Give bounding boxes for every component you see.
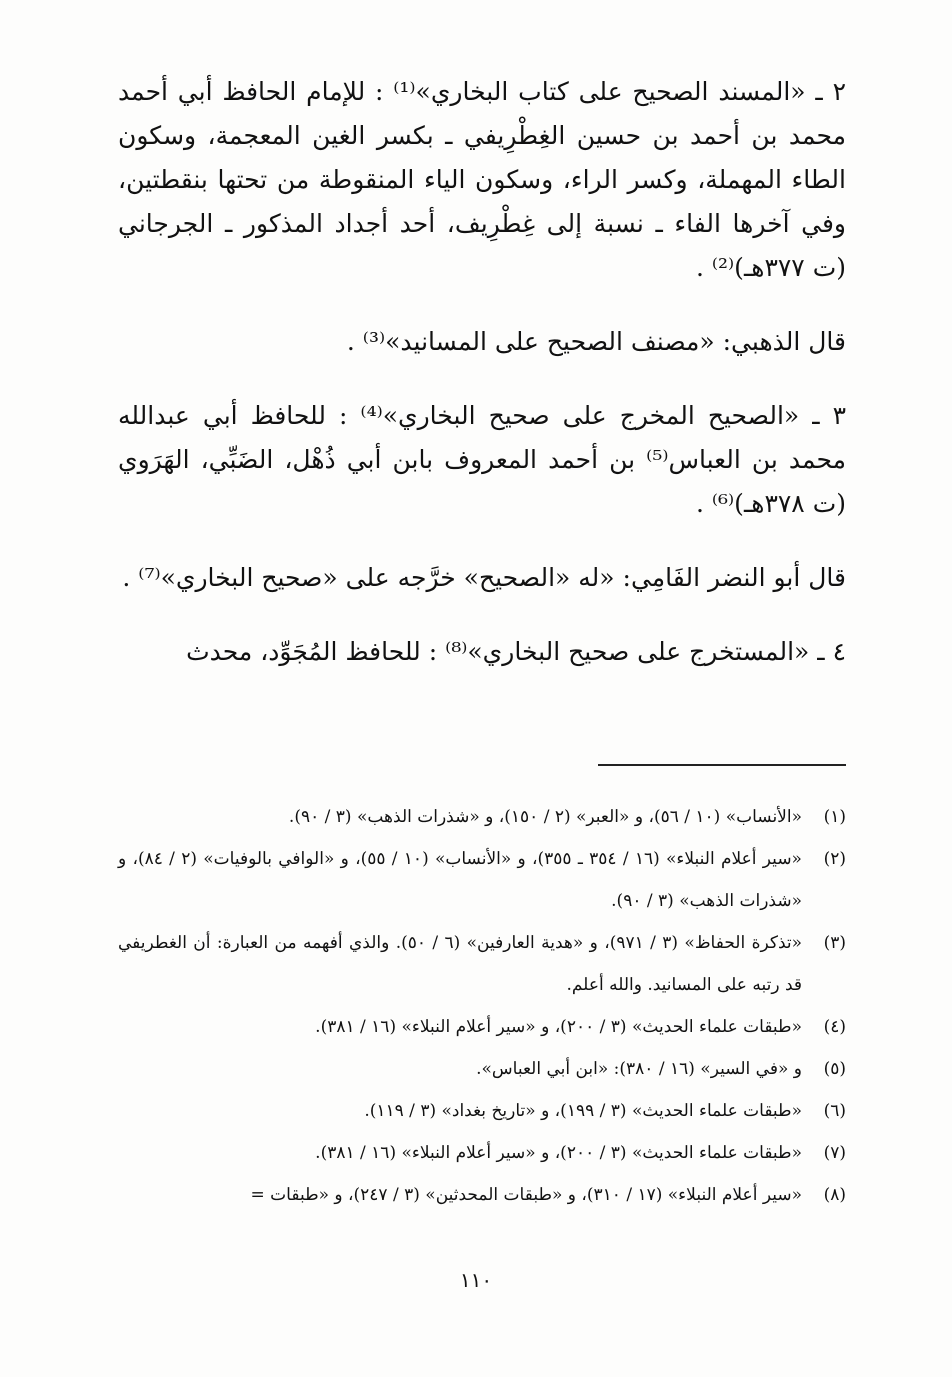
footnote-5 <box>118 1048 846 1090</box>
footnote-3 <box>118 922 846 1006</box>
footnote-1 <box>118 796 846 838</box>
footnote-4 <box>118 1006 846 1048</box>
footnote-text: «طبقات علماء الحديث» (٣ / ٢٠٠)، و «سير أعلام النبلاء» (١٦ / ٣٨١). <box>315 1143 802 1163</box>
paragraph-3: ٣ ـ «الصحيح المخرج على صحيح البخاري»⁽⁴⁾ : للحافظ أبي عبدالله محمد بن العباس⁽⁵⁾ بن أحمد المعروف بابن أبي ذُهْل، الضَبِّي، الهَرَوي (ت ٣٧٨هـ)⁽⁶⁾ . <box>118 401 847 518</box>
footnote-text: و «في السير» (١٦ / ٣٨٠): «ابن أبي العباس». <box>476 1059 802 1079</box>
footnote-8 <box>118 1174 846 1216</box>
footnote-text: «سير أعلام النبلاء» (١٦ / ٣٥٤ ـ ٣٥٥)، و «الأنساب» (١٠ / ٥٥)، و «الوافي بالوفيات» (٢ / ٨٤)، و «شذرات الذهب» (٣ / ٩٠). <box>118 849 802 911</box>
footnote-number: (٦) <box>823 1101 846 1121</box>
footnote-number: (٣) <box>823 933 846 953</box>
footnote-separator <box>598 764 846 766</box>
footnote-number: (٤) <box>823 1017 846 1037</box>
footnote-number: (١) <box>823 807 846 827</box>
footnote-number: (٢) <box>823 849 846 869</box>
footnote-text: «سير أعلام النبلاء» (١٧ / ٣١٠)، و «طبقات المحدثين» (٣ / ٢٤٧)، و «طبقات = <box>250 1185 802 1205</box>
footnotes <box>118 796 846 1216</box>
footnote-text: «تذكرة الحفاظ» (٣ / ٩٧١)، و «هدية العارفين» (٦ / ٥٠). والذي أفهمه من العبارة: أن الغطريفي قد رتبه على المسانيد. والله أعلم. <box>118 933 803 995</box>
footnote-7 <box>118 1132 846 1174</box>
footnote-text: «الأنساب» (١٠ / ٥٦)، و «العبر» (٢ / ١٥٠)، و «شذرات الذهب» (٣ / ٩٠). <box>288 807 802 827</box>
paragraph-5: ٤ ـ «المستخرج على صحيح البخاري»⁽⁸⁾ : للحافظ المُجَوِّد، محدث <box>186 637 846 666</box>
footnote-number: (٥) <box>823 1059 846 1079</box>
paragraph-4: قال أبو النضر الفَامِي: «له «الصحيح» خرَّجه على «صحيح البخاري»⁽⁷⁾ . <box>122 563 846 592</box>
main-text <box>118 70 846 704</box>
footnote-text: «طبقات علماء الحديث» (٣ / ٢٠٠)، و «سير أعلام النبلاء» (١٦ / ٣٨١). <box>315 1017 802 1037</box>
footnote-text: «طبقات علماء الحديث» (٣ / ١٩٩)، و «تاريخ بغداد» (٣ / ١١٩). <box>364 1101 802 1121</box>
footnote-number: (٨) <box>823 1185 846 1205</box>
paragraph-2: قال الذهبي: «مصنف الصحيح على المسانيد»⁽³⁾ . <box>346 327 846 356</box>
paragraph-1: ٢ ـ «المسند الصحيح على كتاب البخاري»⁽¹⁾ : للإمام الحافظ أبي أحمد محمد بن أحمد بن حسين الغِطْرِيفي ـ بكسر الغين المعجمة، وسكون الطاء المهملة، وكسر الراء، وسكون الياء المنقوطة من تحتها بنقطتين، وفي آخرها الفاء ـ نسبة إلى غِطْرِيف، أحد أجداد المذكور ـ الجرجاني (ت ٣٧٧هـ)⁽²⁾ . <box>118 77 846 282</box>
footnote-6 <box>118 1090 846 1132</box>
footnote-2 <box>118 838 846 922</box>
footnote-number: (٧) <box>823 1143 846 1163</box>
page-number: ١١٠ <box>459 1268 493 1292</box>
